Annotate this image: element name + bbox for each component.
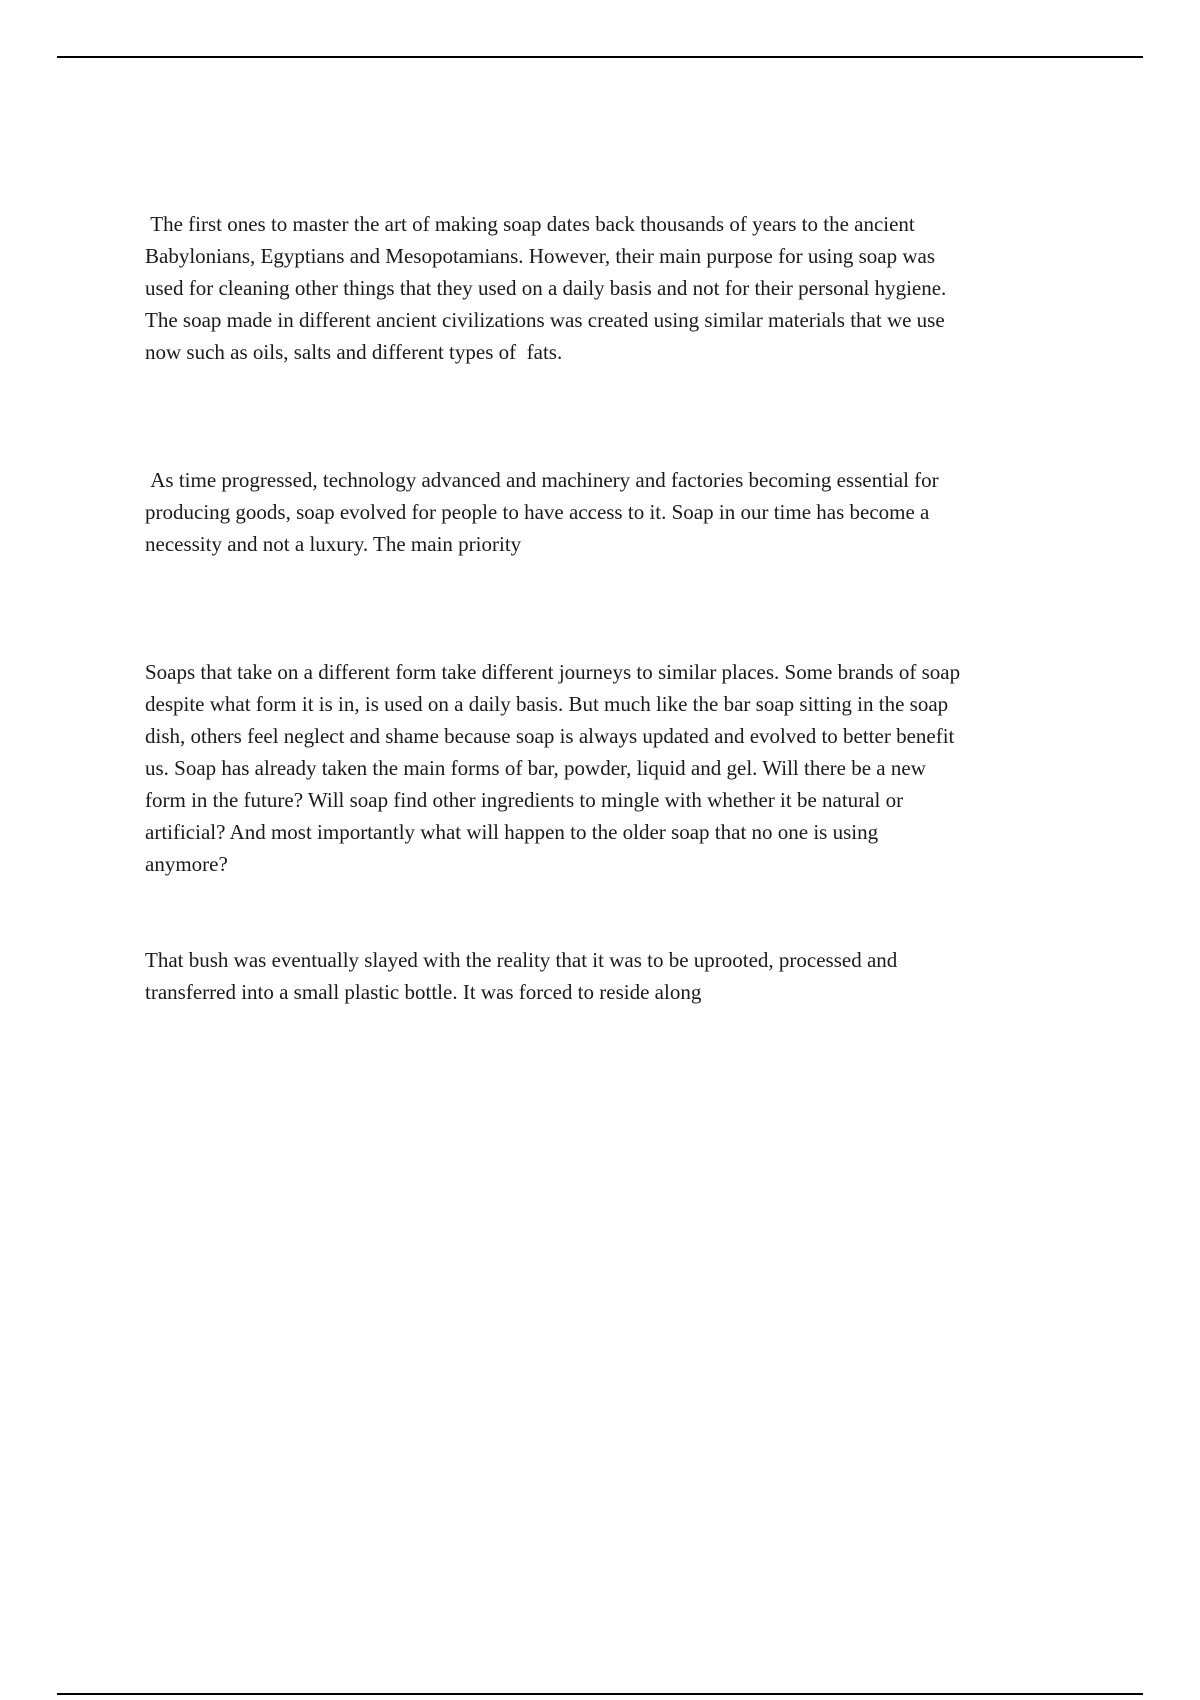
paragraph-soap-forms: Soaps that take on a different form take different journeys to similar places. Some brands of soap despite what form it is in, is used on a daily basis. But much like the bar soap sitting in the soap dish, others feel neglect and shame because soap is always updated and evolved to better benefit us. Soap has already taken the main forms of bar, powder, liquid and gel. Will there be a new form in the future? Will soap find other ingredients to mingle with whether it be natural or artificial? And most importantly what will happen to the older soap that no one is using anymore? [145, 660, 961, 876]
paragraph-bush: That bush was eventually slayed with the reality that it was to be uprooted, processed and transferred into a small plastic bottle. It was forced to reside along [145, 948, 898, 1004]
header-rule [57, 56, 1143, 58]
paragraph-soap-progress: As time progressed, technology advanced and machinery and factories becoming essential for producing goods, soap evolved for people to have access to it. Soap in our time has become a necessity and not a luxury. The main priority [145, 468, 939, 556]
footer-rule [57, 1693, 1143, 1695]
document-body [145, 144, 1095, 1040]
paragraph-soap-history: The first ones to master the art of making soap dates back thousands of years to the ancient Babylonians, Egyptians and Mesopotamians. However, their main purpose for using soap was used for cleaning other things that they used on a daily basis and not for their personal hygiene. The soap made in different ancient civilizations was created using similar materials that we use now such as oils, salts and different types of fats. [145, 212, 947, 364]
